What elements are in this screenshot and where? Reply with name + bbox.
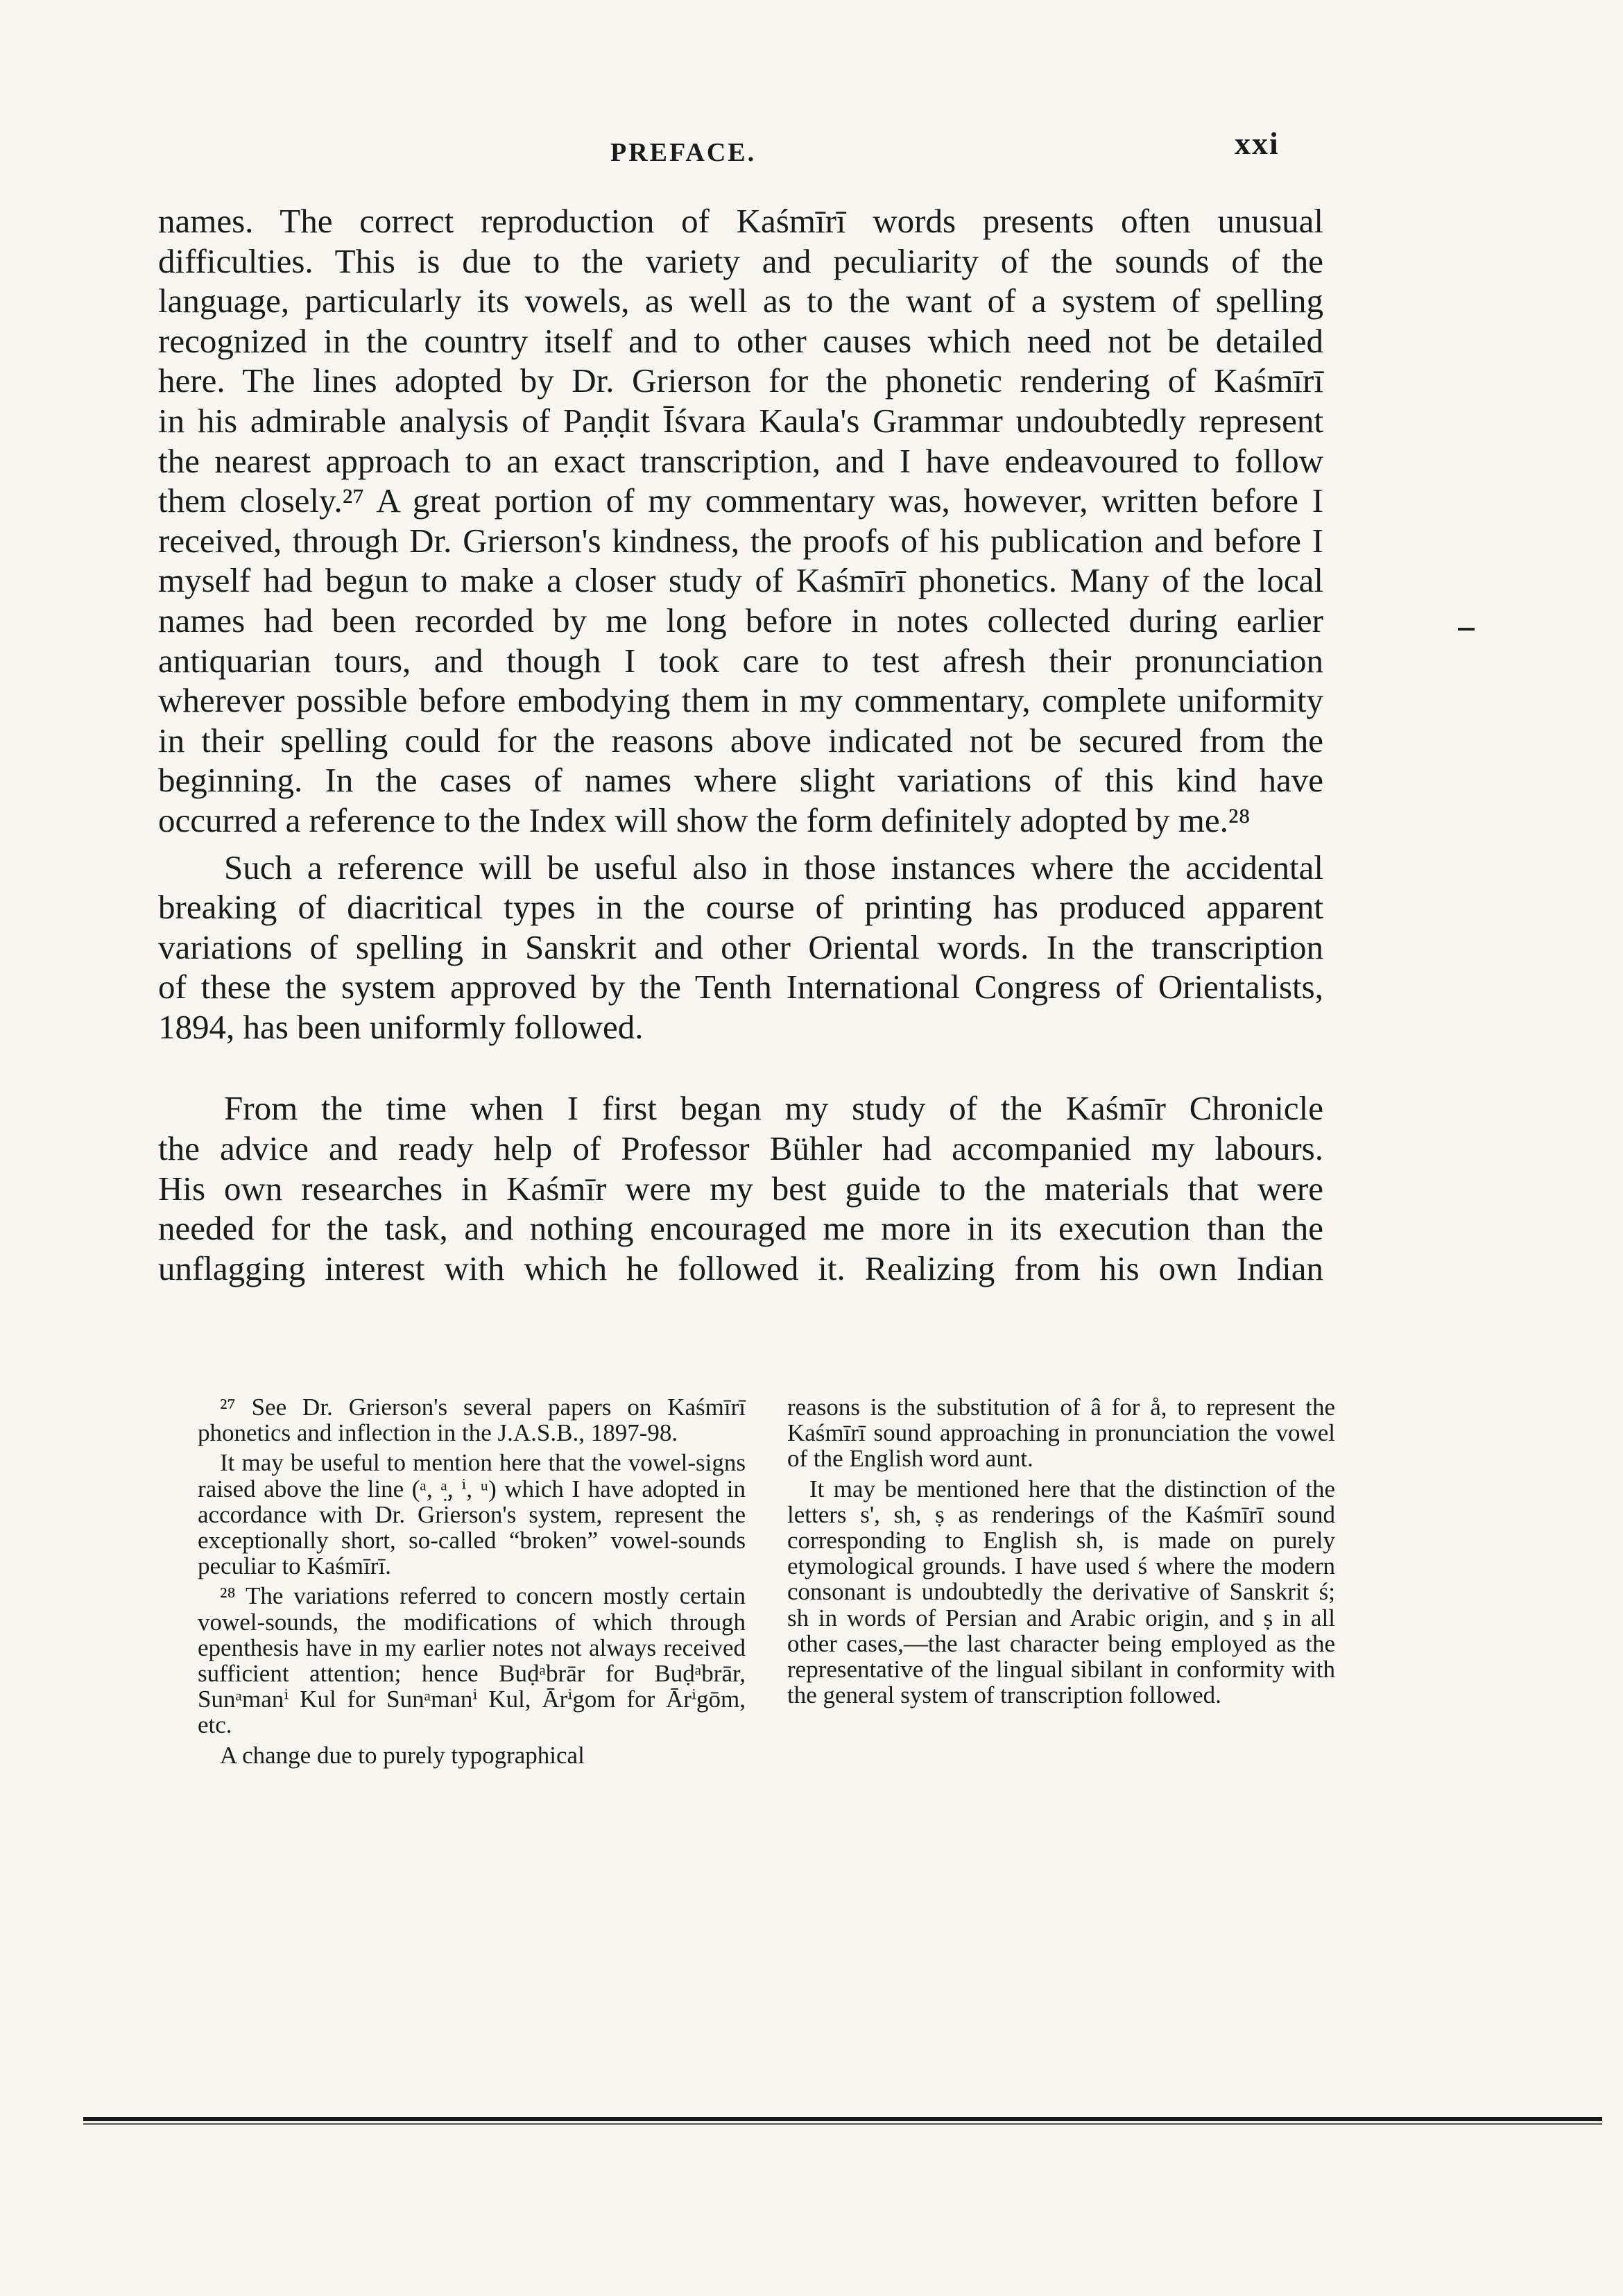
footnote-28-continued: A change due to purely typographical bbox=[220, 1741, 585, 1769]
footnote-28: ²⁸ The variations referred to concern mostly certain vowel-sounds, the modifications of which through epenthesis have in my earlier notes not always received sufficient attention; hence Buḍᵃbrār for Buḍᵃbrār, Sunᵃmanⁱ Kul for Sunᵃmanⁱ Kul, Ārⁱgom for Ārⁱgōm, etc. bbox=[198, 1582, 746, 1739]
bottom-rule bbox=[83, 2117, 1602, 2121]
main-text bbox=[158, 201, 1323, 1288]
text-line: needed for the task, and nothing encouraged me more in its execution than the bbox=[158, 1209, 1323, 1248]
text-line: antiquarian tours, and though I took care to test afresh their pronunciation bbox=[158, 641, 1323, 680]
text-line: names had been recorded by me long before in notes collected during earlier bbox=[158, 601, 1323, 640]
text-line: of these the system approved by the Tenth International Congress of Orientalists, bbox=[158, 968, 1323, 1006]
footnote-28-distinction: It may be mentioned here that the distinction of the letters s', sh, ṣ as renderings of the Kaśmīrī sound corresponding to English sh, is made on purely etymological grounds. I have used ś where the modern consonant is undoubtedly the derivative of Sanskrit ś; sh in words of Persian and Arabic origin, and ṣ in all other cases,—the last character being employed as the representative of the lingual sibilant in conformity with the general system of transcription followed. bbox=[787, 1475, 1335, 1709]
footnote-column-left bbox=[198, 1394, 746, 1768]
text-line: Such a reference will be useful also in those instances where the accidental bbox=[224, 848, 1323, 886]
text-line: occurred a reference to the Index will show the form definitely adopted by me.²⁸ bbox=[158, 800, 1251, 839]
paragraph-reference bbox=[158, 848, 1323, 1047]
text-line: 1894, has been uniformly followed. bbox=[158, 1007, 644, 1046]
footnote-28-continued-right: reasons is the substitution of â for å, to represent the Kaśmīrī sound approaching in pronunciation the vowel of the English word aunt. bbox=[787, 1394, 1335, 1473]
bottom-rule-shadow bbox=[83, 2123, 1602, 2125]
text-line: recognized in the country itself and to other causes which need not be detailed bbox=[158, 321, 1323, 360]
footnote-27-continued: It may be useful to mention here that the vowel-signs raised above the line (ᵃ, ᵃ̤, ⁱ, ᵘ) which I have adopted in accordance with Dr. Grierson's system, represent the exceptionally short, so-called “broken” vowel-sounds peculiar to Kaśmīrī. bbox=[198, 1449, 746, 1580]
text-line: wherever possible before embodying them in my commentary, complete uniformity bbox=[158, 681, 1323, 720]
text-line: From the time when I first began my study of the Kaśmīr Chronicle bbox=[224, 1089, 1323, 1128]
text-line: names. The correct reproduction of Kaśmīrī words presents often unusual bbox=[158, 202, 1323, 240]
margin-mark bbox=[1458, 628, 1475, 631]
text-line: in his admirable analysis of Paṇḍit Īśvara Kaula's Grammar undoubtedly represent bbox=[158, 401, 1323, 440]
text-line: in their spelling could for the reasons above indicated not be secured from the bbox=[158, 721, 1323, 760]
text-line: received, through Dr. Grierson's kindness, the proofs of his publication and before I bbox=[158, 521, 1323, 560]
text-line: unflagging interest with which he followed it. Realizing from his own Indian bbox=[158, 1249, 1323, 1287]
page-header bbox=[0, 125, 1623, 180]
running-title: PREFACE. bbox=[610, 138, 757, 167]
text-line: the advice and ready help of Professor Bühler had accompanied my labours. bbox=[158, 1129, 1323, 1168]
page-number: xxi bbox=[1235, 126, 1280, 161]
text-line: here. The lines adopted by Dr. Grierson for the phonetic rendering of Kaśmīrī bbox=[158, 361, 1323, 400]
text-line: breaking of diacritical types in the course of printing has produced apparent bbox=[158, 888, 1323, 927]
section-gap bbox=[158, 1047, 1323, 1088]
text-line: myself had begun to make a closer study of Kaśmīrī phonetics. Many of the local bbox=[158, 561, 1323, 600]
paragraph-buhler bbox=[158, 1088, 1323, 1288]
text-line: the nearest approach to an exact transcription, and I have endeavoured to follow bbox=[158, 441, 1323, 480]
text-line: variations of spelling in Sanskrit and other Oriental words. In the transcription bbox=[158, 927, 1323, 966]
text-line: them closely.²⁷ A great portion of my commentary was, however, written before I bbox=[158, 481, 1323, 520]
paragraph-names bbox=[158, 201, 1323, 841]
footnotes bbox=[198, 1394, 1335, 1768]
text-line: language, particularly its vowels, as well as to the want of a system of spelling bbox=[158, 282, 1323, 320]
footnote-27: ²⁷ See Dr. Grierson's several papers on Kaśmīrī phonetics and inflection in the J.A.S.B., 1897-98. bbox=[198, 1394, 746, 1447]
text-line: His own researches in Kaśmīr were my best guide to the materials that were bbox=[158, 1169, 1323, 1208]
text-line: beginning. In the cases of names where slight variations of this kind have bbox=[158, 761, 1323, 800]
text-line: difficulties. This is due to the variety and peculiarity of the sounds of the bbox=[158, 241, 1323, 280]
footnote-column-right bbox=[787, 1394, 1335, 1768]
